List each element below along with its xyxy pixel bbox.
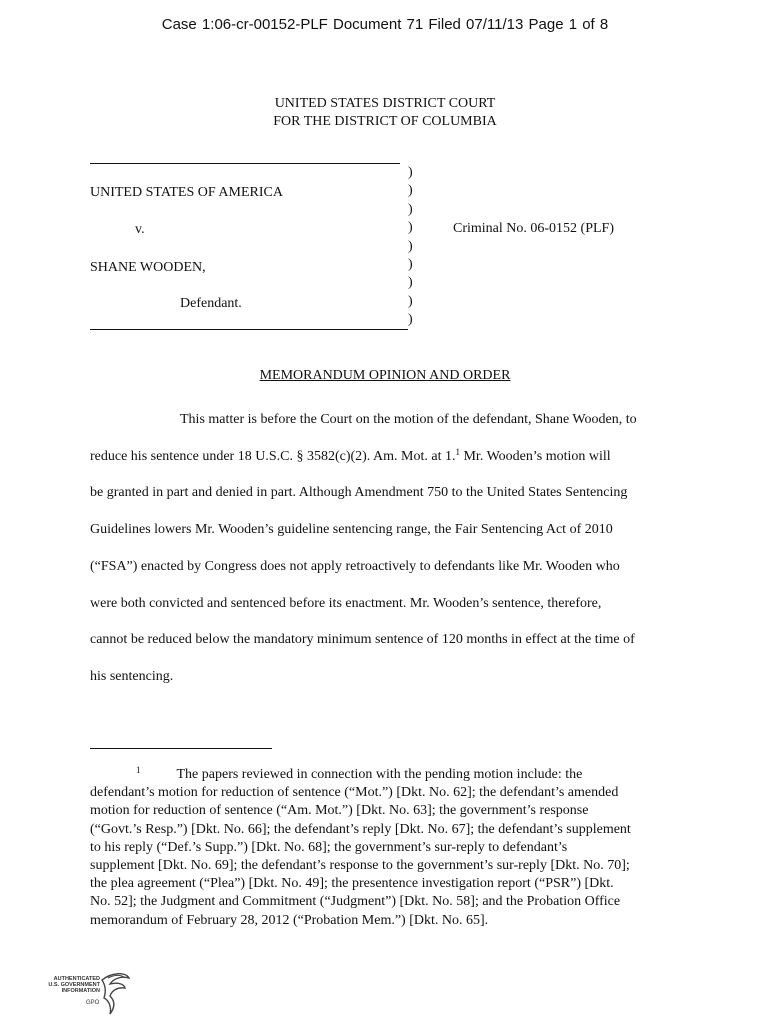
body-line: be granted in part and denied in part. Although Amendment 750 to the United States Sentencing: [90, 485, 628, 501]
body-line-text: reduce his sentence under 18 U.S.C. § 3582(c)(2). Am. Mot. at 1.: [90, 448, 456, 464]
footnote-ref[interactable]: 1: [455, 446, 460, 457]
caption-versus: v.: [135, 222, 145, 237]
caption-paren: ): [408, 312, 413, 328]
case-caption: [90, 160, 420, 335]
gpo-logo-text: [44, 976, 100, 994]
caption-paren: ): [408, 220, 413, 236]
eagle-icon: [98, 970, 132, 1016]
court-line-1: UNITED STATES DISTRICT COURT: [274, 96, 496, 111]
caption-paren: ): [408, 183, 413, 199]
body-line: [90, 439, 680, 476]
caption-parentheses: [408, 164, 413, 330]
footnote-mark: 1: [136, 765, 141, 775]
gpo-logo-line: AUTHENTICATED: [53, 976, 100, 982]
footnote-separator: [90, 748, 272, 749]
body-line-text: Mr. Wooden’s motion will: [459, 448, 611, 464]
gpo-logo-line: U.S. GOVERNMENT: [48, 982, 100, 988]
footnote-line: supplement [Dkt. No. 69]; the defendant’s response to the government’s sur-reply [Dkt. No. 70];: [90, 858, 630, 874]
caption-paren: ): [408, 275, 413, 291]
body-line: cannot be reduced below the mandatory minimum sentence of 120 months in effect at the time of: [90, 632, 635, 648]
gpo-logo-line: INFORMATION: [61, 988, 100, 994]
caption-paren: ): [408, 238, 413, 254]
body-line: his sentencing.: [90, 668, 174, 684]
caption-bottom-rule: [90, 329, 408, 330]
footnote-line: motion for reduction of sentence (“Am. Mot.”) [Dkt. No. 63]; the government’s response: [90, 803, 589, 819]
body-line: (“FSA”) enacted by Congress does not apply retroactively to defendants like Mr. Wooden who: [90, 558, 620, 574]
footnote-line: to his reply (“Def.’s Supp.”) [Dkt. No. 68]; the government’s sur-reply to defendant’s: [90, 839, 568, 855]
court-line-2: FOR THE DISTRICT OF COLUMBIA: [273, 114, 497, 129]
court-name: [0, 95, 770, 131]
caption-paren: ): [408, 201, 413, 217]
caption-plaintiff: UNITED STATES OF AMERICA: [90, 185, 283, 200]
page-header: Case 1:06-cr-00152-PLF Document 71 Filed 07/11/13 Page 1 of 8: [161, 16, 609, 33]
case-number: Criminal No. 06-0152 (PLF): [453, 221, 614, 236]
opinion-body: [90, 402, 680, 696]
caption-defendant-role: Defendant.: [180, 296, 242, 311]
footnote-line: memorandum of February 28, 2012 (“Probation Mem.”) [Dkt. No. 65].: [90, 912, 489, 928]
body-line: This matter is before the Court on the motion of the defendant, Shane Wooden, to: [180, 412, 637, 427]
gpo-authentication-logo: [44, 970, 134, 1018]
footnote-text: The papers reviewed in connection with the pending motion include: the: [176, 767, 583, 782]
footnote-line: the plea agreement (“Plea”) [Dkt. No. 49]; the presentence investigation report (“PSR”) [Dkt.: [90, 876, 614, 892]
caption-paren: ): [408, 293, 413, 309]
document-title: MEMORANDUM OPINION AND ORDER: [259, 368, 511, 383]
footnote-line: (“Govt.’s Resp.”) [Dkt. No. 66]; the defendant’s reply [Dkt. No. 67]; the defendant’s supplement: [90, 821, 631, 837]
caption-top-rule: [90, 163, 400, 164]
body-line: were both convicted and sentenced before its enactment. Mr. Wooden’s sentence, therefore,: [90, 595, 602, 611]
caption-paren: ): [408, 165, 413, 180]
footnote-line: No. 52]; the Judgment and Commitment (“Judgment”) [Dkt. No. 58]; and the Probation Office: [90, 894, 621, 910]
gpo-acronym: GPO: [86, 1000, 100, 1006]
caption-paren: ): [408, 257, 413, 273]
footnote-line: defendant’s motion for reduction of sentence (“Mot.”) [Dkt. No. 62]; the defendant’s amended: [90, 785, 619, 801]
footnote-line: [90, 766, 680, 784]
caption-defendant-name: SHANE WOODEN,: [90, 260, 206, 275]
body-line: Guidelines lowers Mr. Wooden’s guideline sentencing range, the Fair Sentencing Act of 2010: [90, 522, 613, 538]
footnote: [90, 766, 680, 930]
